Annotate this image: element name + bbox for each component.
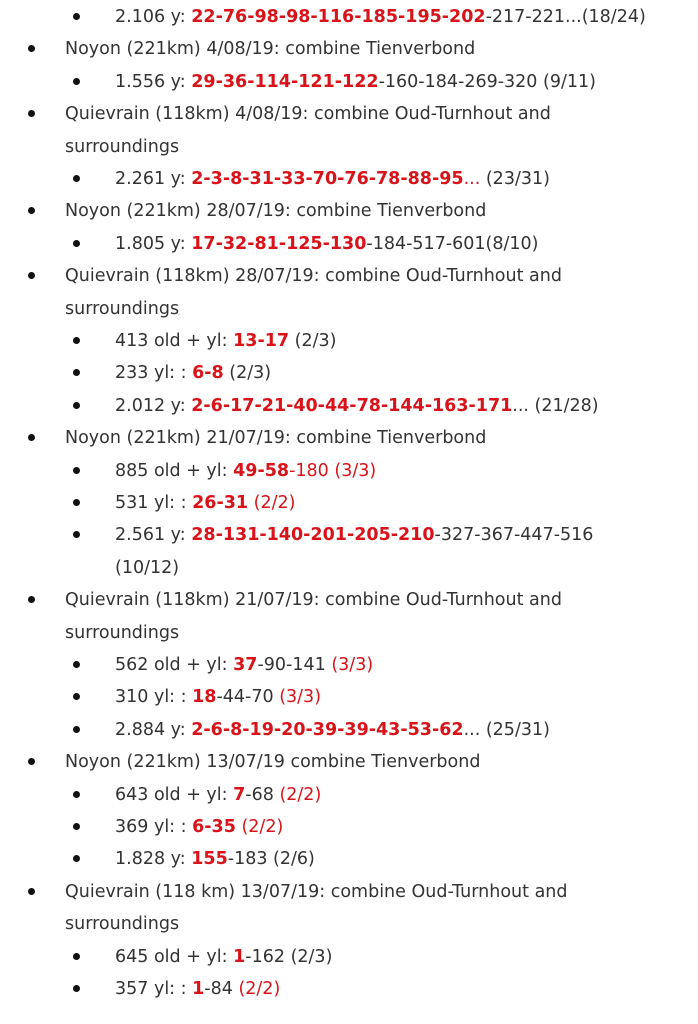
bullet-icon (73, 791, 80, 798)
prize-positions: 26-31 (192, 493, 249, 513)
red-text: (2/2) (248, 493, 296, 513)
line-text (115, 973, 280, 1005)
bullet-icon (73, 402, 80, 409)
bullet-icon (28, 434, 35, 441)
result-line (0, 455, 698, 487)
line-text (115, 519, 593, 551)
plain-text: -68 (245, 784, 280, 805)
bullet-icon (28, 596, 35, 603)
plain-text: Noyon (221km) 28/07/19: combine Tienverbond (65, 201, 487, 222)
prize-positions: 1 (233, 946, 246, 967)
race-heading-continuation (0, 617, 698, 649)
bullet-icon (28, 45, 35, 52)
prize-positions: 18 (192, 687, 217, 708)
red-text: (2/2) (238, 979, 281, 999)
result-line (0, 843, 698, 875)
result-line (0, 228, 698, 260)
line-text (65, 260, 562, 292)
plain-text: Quievrain (118km) 4/08/19: combine Oud-Turnhout and (65, 104, 551, 125)
plain-text: -217-221...(18/24) (485, 7, 646, 27)
plain-text: -184-517-601(8/10) (366, 233, 539, 254)
result-line (0, 714, 698, 746)
race-heading (0, 195, 698, 227)
red-text: (2/2) (235, 817, 284, 837)
plain-text: surroundings (65, 298, 180, 319)
plain-text: Quievrain (118km) 28/07/19: combine Oud-Turnhout and (65, 266, 562, 287)
plain-text: (2/3) (289, 331, 337, 351)
line-text (115, 941, 332, 973)
bullet-icon (73, 531, 80, 538)
prize-positions: 1 (192, 979, 205, 999)
race-heading (0, 746, 698, 778)
race-heading-continuation (0, 908, 698, 940)
plain-text: -90-141 (257, 655, 332, 675)
plain-text: 885 old + yl: (115, 460, 234, 481)
result-line-continuation (0, 552, 698, 584)
line-text (65, 422, 486, 454)
result-line (0, 973, 698, 1005)
result-line (0, 811, 698, 843)
line-text (115, 66, 596, 98)
plain-text: 2.106 y: (115, 7, 192, 27)
bullet-icon (73, 78, 80, 85)
plain-text: (2/3) (223, 363, 272, 384)
red-text: -180 (3/3) (289, 460, 377, 481)
plain-text: surroundings (65, 136, 180, 157)
result-line (0, 357, 698, 389)
plain-text: 562 old + yl: (115, 655, 234, 675)
plain-text: 357 yl: : (115, 979, 193, 999)
plain-text: (10/12) (115, 557, 180, 578)
result-line (0, 681, 698, 713)
line-text (115, 714, 550, 746)
line-text (115, 552, 179, 584)
race-heading-continuation (0, 131, 698, 163)
plain-text: 645 old + yl: (115, 946, 234, 967)
bullet-icon (73, 467, 80, 474)
plain-text: 2.561 y: (115, 525, 192, 546)
prize-positions: 29-36-114-121-122 (191, 71, 379, 92)
result-line (0, 941, 698, 973)
plain-text: 369 yl: : (115, 817, 193, 837)
result-line (0, 779, 698, 811)
bullet-icon (28, 110, 35, 117)
plain-text: Noyon (221km) 21/07/19: combine Tienverbond (65, 428, 487, 449)
plain-text: Quievrain (118km) 21/07/19: combine Oud-Turnhout and (65, 590, 562, 611)
line-text (115, 1, 646, 33)
plain-text: 2.884 y: (115, 719, 192, 740)
prize-positions: 49-58 (233, 460, 290, 481)
line-text (65, 98, 551, 130)
plain-text: -162 (2/3) (245, 946, 333, 967)
prize-positions: 2-6-17-21-40-44-78-144-163-171 (191, 395, 513, 416)
bullet-icon (73, 175, 80, 182)
line-text (115, 843, 315, 875)
bullet-icon (28, 758, 35, 765)
plain-text: ... (25/31) (463, 719, 550, 740)
result-line (0, 487, 698, 519)
plain-text: 531 yl: : (115, 493, 193, 513)
line-text (115, 811, 283, 843)
result-line (0, 519, 698, 551)
bullet-icon (73, 661, 80, 668)
race-heading (0, 260, 698, 292)
line-text (65, 584, 562, 616)
bullet-icon (73, 823, 80, 830)
plain-text: 643 old + yl: (115, 784, 234, 805)
plain-text: 310 yl: : (115, 687, 193, 708)
result-line (0, 163, 698, 195)
plain-text: 1.828 y: (115, 849, 192, 870)
plain-text: 2.261 y: (115, 169, 192, 189)
prize-positions: 17-32-81-125-130 (191, 233, 367, 254)
line-text (115, 163, 550, 195)
plain-text: 1.556 y: (115, 71, 192, 92)
prize-positions: 28-131-140-201-205-210 (191, 525, 435, 546)
race-heading (0, 876, 698, 908)
bullet-icon (73, 855, 80, 862)
plain-text: 233 yl: : (115, 363, 193, 384)
result-line (0, 325, 698, 357)
plain-text: -84 (204, 979, 239, 999)
line-text (115, 357, 271, 389)
prize-positions: 2-3-8-31-33-70-76-78-88-95 (191, 169, 464, 189)
result-line (0, 649, 698, 681)
race-heading-continuation (0, 293, 698, 325)
plain-text: surroundings (65, 622, 180, 643)
plain-text: Noyon (221km) 4/08/19: combine Tienverbond (65, 39, 476, 60)
plain-text: surroundings (65, 914, 180, 935)
line-text (65, 908, 179, 940)
race-heading (0, 584, 698, 616)
prize-positions: 6-8 (192, 363, 224, 384)
result-line (0, 66, 698, 98)
plain-text: 413 old + yl: (115, 331, 234, 351)
line-text (65, 876, 568, 908)
bullet-icon (28, 272, 35, 279)
red-text: (3/3) (331, 655, 374, 675)
bullet-icon (28, 207, 35, 214)
plain-text: -327-367-447-516 (434, 525, 594, 546)
line-text (115, 649, 373, 681)
race-heading (0, 33, 698, 65)
line-text (115, 228, 539, 260)
bullet-icon (73, 985, 80, 992)
plain-text: ... (21/28) (512, 395, 599, 416)
prize-positions: 2-6-8-19-20-39-39-43-53-62 (191, 719, 464, 740)
race-heading (0, 422, 698, 454)
race-heading (0, 98, 698, 130)
line-text (65, 131, 179, 163)
result-line (0, 390, 698, 422)
plain-text: -183 (2/6) (227, 849, 315, 870)
prize-positions: 37 (233, 655, 258, 675)
plain-text: Noyon (221km) 13/07/19 combine Tienverbond (65, 752, 481, 773)
bullet-icon (73, 240, 80, 247)
bullet-icon (73, 953, 80, 960)
line-text (65, 195, 486, 227)
line-text (65, 33, 475, 65)
line-text (65, 617, 179, 649)
red-text: (2/2) (279, 784, 322, 805)
plain-text: -160-184-269-320 (9/11) (378, 71, 596, 92)
red-text: (3/3) (279, 687, 322, 708)
bullet-icon (28, 888, 35, 895)
prize-positions: 22-76-98-98-116-185-195-202 (191, 7, 486, 27)
line-text (115, 779, 321, 811)
prize-positions: 155 (191, 849, 228, 870)
prize-positions: 7 (233, 784, 246, 805)
line-text (115, 455, 376, 487)
line-text (115, 325, 336, 357)
plain-text: -44-70 (216, 687, 280, 708)
bullet-icon (73, 337, 80, 344)
bullet-icon (73, 693, 80, 700)
prize-positions: 6-35 (192, 817, 236, 837)
bullet-icon (73, 13, 80, 20)
line-text (115, 681, 321, 713)
prize-positions: 13-17 (233, 331, 290, 351)
plain-text: 1.805 y: (115, 233, 192, 254)
line-text (115, 390, 599, 422)
result-line (0, 1, 698, 33)
bullet-icon (73, 499, 80, 506)
line-text (65, 746, 480, 778)
bullet-icon (73, 726, 80, 733)
bullet-icon (73, 369, 80, 376)
plain-text: 2.012 y: (115, 395, 192, 416)
line-text (65, 293, 179, 325)
plain-text: Quievrain (118 km) 13/07/19: combine Oud-Turnhout and (65, 881, 568, 902)
plain-text: (23/31) (480, 169, 550, 189)
red-text: ... (463, 169, 481, 189)
line-text (115, 487, 295, 519)
